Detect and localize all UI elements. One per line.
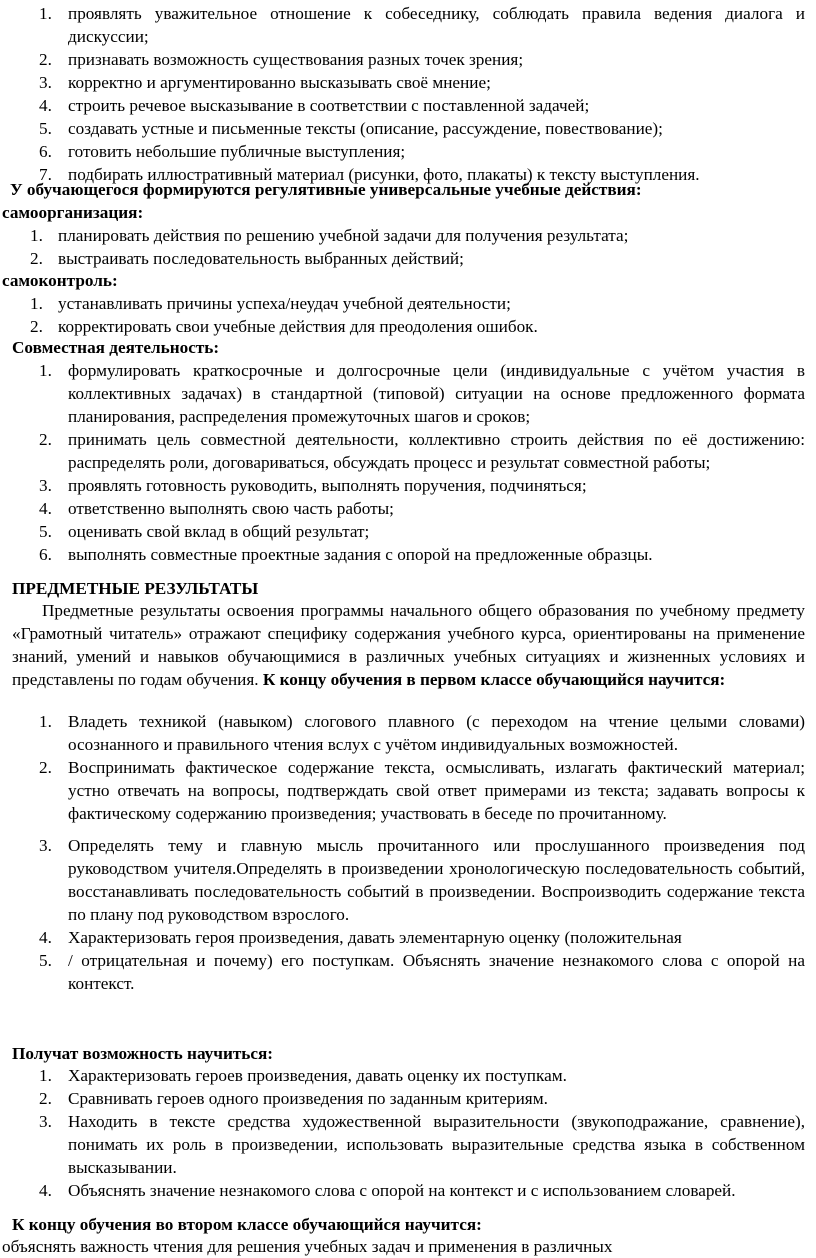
list-item-text: планировать действия по решению учебной задачи для получения результата; (58, 226, 629, 245)
first-grade-list (20, 710, 805, 995)
list-item (20, 359, 805, 428)
list-item-number: 2. (30, 249, 43, 268)
list-item-text: принимать цель совместной деятельности, коллективно строить действия по её достижению: распределять роли, договариваться, обсуждать процесс и результат совместной работы; (68, 430, 805, 472)
communication-list (20, 2, 805, 186)
heading-opportunity: Получат возможность научиться: (12, 1044, 274, 1063)
list-item-text: проявлять готовность руководить, выполнять поручения, подчиняться; (68, 476, 587, 495)
list-item (8, 224, 808, 247)
list-item-text: Характеризовать героев произведения, давать оценку их поступкам. (68, 1066, 567, 1085)
list-item-text: корректно и аргументированно высказывать своё мнение; (68, 73, 491, 92)
list-item-text: / отрицательная и почему) его поступкам. Объяснять значение незнакомого слова с опорой на контекст. (68, 951, 805, 993)
list-item (20, 1064, 805, 1087)
list-item (20, 1110, 805, 1179)
heading-subject-results: ПРЕДМЕТНЫЕ РЕЗУЛЬТАТЫ (12, 579, 259, 598)
heading-second-grade: К концу обучения во втором классе обучающийся научится: (12, 1215, 482, 1234)
heading-selforganization: самоорганизация: (2, 203, 144, 222)
list-item-number: 6. (39, 142, 52, 161)
list-item-text: проявлять уважительное отношение к собеседнику, соблюдать правила ведения диалога и дискуссии; (68, 4, 805, 46)
list-item (8, 315, 808, 338)
list-item-number: 4. (39, 499, 52, 518)
list-item (20, 140, 805, 163)
list-item (20, 117, 805, 140)
list-item-number: 5. (39, 951, 52, 970)
list-item (20, 497, 805, 520)
list-item (20, 48, 805, 71)
list-item-text: Объяснять значение незнакомого слова с опорой на контекст и с использованием словарей. (68, 1181, 736, 1200)
heading-regulative: У обучающегося формируются регулятивные универсальные учебные действия: (10, 180, 642, 199)
last-line: объяснять важность чтения для решения учебных задач и применения в различных (2, 1237, 613, 1256)
list-item-text: корректировать свои учебные действия для преодоления ошибок. (58, 317, 538, 336)
list-item (20, 949, 805, 995)
list-item-text: Определять тему и главную мысль прочитанного или прослушанного произведения под руководством учителя.Определять в произведении хронологическую последовательность событий, восстанавливать последовательность событий в произведении. Воспроизводить содержание текста по плану под руководством взрослого. (68, 836, 805, 924)
list-item-number: 4. (39, 928, 52, 947)
list-item (20, 710, 805, 756)
list-item (20, 834, 805, 926)
list-item-text: Владеть техникой (навыком) слогового плавного (с переходом на чтение целыми словами) осознанного и правильного чтения вслух с учётом индивидуальных возможностей. (68, 712, 805, 754)
list-item (20, 756, 805, 825)
list-item-number: 2. (39, 758, 52, 777)
heading-selfcontrol: самоконтроль: (2, 271, 118, 290)
list-item-number: 1. (30, 226, 43, 245)
list-item-text: ответственно выполнять свою часть работы; (68, 499, 394, 518)
list-item-text: выполнять совместные проектные задания с опорой на предложенные образцы. (68, 545, 653, 564)
list-item-number: 1. (30, 294, 43, 313)
list-item-number: 7. (39, 165, 52, 184)
list-item-number: 5. (39, 119, 52, 138)
list-item-text: Характеризовать героя произведения, давать элементарную оценку (положительная (68, 928, 682, 947)
selforganization-list (8, 224, 808, 270)
list-item-number: 1. (39, 1066, 52, 1085)
list-item-number: 2. (39, 50, 52, 69)
list-item-text: Сравнивать героев одного произведения по заданным критериям. (68, 1089, 548, 1108)
list-item-text: выстраивать последовательность выбранных действий; (58, 249, 464, 268)
list-item-text: создавать устные и письменные тексты (описание, рассуждение, повествование); (68, 119, 663, 138)
joint-activity-list (20, 359, 805, 566)
list-item (20, 474, 805, 497)
list-item-text: строить речевое высказывание в соответствии с поставленной задачей; (68, 96, 590, 115)
list-item (20, 520, 805, 543)
list-item-text: Находить в тексте средства художественной выразительности (звукоподражание, сравнение), понимать их роль в произведении, использовать выразительные средства языка в собственном высказывании. (68, 1112, 805, 1177)
list-item (20, 926, 805, 949)
opportunity-list (20, 1064, 805, 1202)
list-item-number: 3. (39, 476, 52, 495)
list-item-number: 3. (39, 836, 52, 855)
list-item-text: готовить небольшие публичные выступления; (68, 142, 406, 161)
subject-paragraph-bold: К концу обучения в первом классе обучающийся научится: (262, 670, 726, 689)
subject-paragraph-text: Предметные результаты освоения программы начального общего образования по учебному предмету «Грамотный читатель» отражают специфику содержания учебного курса, ориентированы на применение знаний, умений и навыков обучающимися в различных учебных ситуациях и жизненных условиях и представлены по годам обучения. (12, 601, 805, 689)
list-item (8, 247, 808, 270)
list-item-number: 3. (39, 73, 52, 92)
list-item-number: 3. (39, 1112, 52, 1131)
list-item-number: 1. (39, 361, 52, 380)
list-item-number: 1. (39, 4, 52, 23)
list-item-text: формулировать краткосрочные и долгосрочные цели (индивидуальные с учётом участия в коллективных задачах) в стандартной (типовой) ситуации на основе предложенного формата планирования, распределения промежуточных шагов и сроков; (68, 361, 805, 426)
list-item-number: 2. (39, 1089, 52, 1108)
list-item-number: 4. (39, 96, 52, 115)
list-item-text: подбирать иллюстративный материал (рисунки, фото, плакаты) к тексту выступления. (68, 165, 700, 184)
list-item-text: устанавливать причины успеха/неудач учебной деятельности; (58, 294, 511, 313)
selfcontrol-list (8, 292, 808, 338)
list-item-number: 6. (39, 545, 52, 564)
heading-joint-activity: Совместная деятельность: (12, 338, 220, 357)
list-item (20, 543, 805, 566)
list-item-number: 4. (39, 1181, 52, 1200)
list-item-text: признавать возможность существования разных точек зрения; (68, 50, 524, 69)
subject-paragraph (12, 599, 805, 691)
list-item (20, 71, 805, 94)
list-item-number: 2. (30, 317, 43, 336)
list-item (20, 428, 805, 474)
list-item (20, 1179, 805, 1202)
list-item (8, 292, 808, 315)
list-item (20, 94, 805, 117)
list-item (20, 1087, 805, 1110)
list-item-number: 5. (39, 522, 52, 541)
list-item-text: оценивать свой вклад в общий результат; (68, 522, 370, 541)
list-item (20, 2, 805, 48)
list-item-number: 2. (39, 430, 52, 449)
list-item-number: 1. (39, 712, 52, 731)
list-item-text: Воспринимать фактическое содержание текста, осмысливать, излагать фактический материал; устно отвечать на вопросы, подтверждать свой ответ примерами из текста; задавать вопросы к фактическому содержанию произведения; участвовать в беседе по прочитанному. (68, 758, 805, 823)
